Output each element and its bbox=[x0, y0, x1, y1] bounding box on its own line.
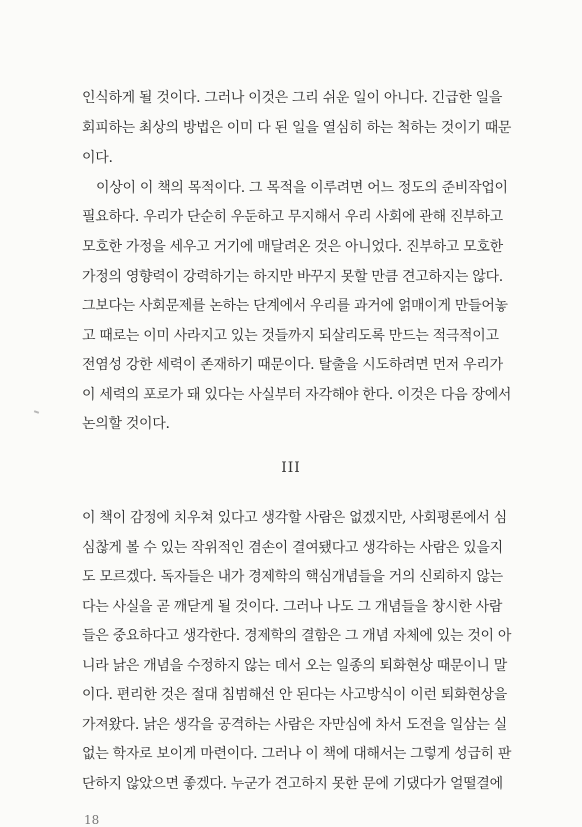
body-text-line: 니라 낡은 개념을 수정하지 않는 데서 오는 일종의 퇴화현상 때문이니 말 bbox=[82, 658, 507, 674]
body-text-line: 그보다는 사회문제를 논하는 단계에서 우리를 과거에 얽매이게 만들어놓 bbox=[82, 298, 508, 314]
body-text-line: 도 모르겠다. 독자들은 내가 경제학의 핵심개념들을 거의 신뢰하지 않는 bbox=[82, 569, 503, 585]
body-text-line: 단하지 않았으면 좋겠다. 누군가 견고하지 못한 문에 기댔다가 얼떨결에 bbox=[82, 776, 503, 792]
body-text-line: 필요하다. 우리가 단순히 우둔하고 무지해서 우리 사회에 관해 진부하고 bbox=[82, 209, 503, 225]
body-text-line: 가정의 영향력이 강력하기는 하지만 바꾸지 못할 만큼 견고하지는 않다. bbox=[82, 269, 503, 285]
body-text-line: 회피하는 최상의 방법은 이미 다 된 일을 열심히 하는 척하는 것이기 때문 bbox=[82, 120, 512, 136]
section-number: III bbox=[281, 460, 301, 476]
body-text-line: 이다. bbox=[82, 150, 113, 166]
body-text-line: 이다. 편리한 것은 절대 침범해선 안 된다는 사고방식이 이런 퇴화현상을 bbox=[82, 687, 507, 703]
body-text-line: 고 때로는 이미 사라지고 있는 것들까지 되살리도록 만드는 적극적이고 bbox=[82, 328, 499, 344]
body-text-line: 가져왔다. 낡은 생각을 공격하는 사람은 자만심에 차서 도전을 일삼는 실 bbox=[82, 717, 507, 733]
body-text-line: 이 세력의 포로가 돼 있다는 사실부터 자각해야 한다. 이것은 다음 장에서 bbox=[82, 387, 512, 403]
body-text-line: 전염성 강한 세력이 존재하기 때문이다. 탈출을 시도하려면 먼저 우리가 bbox=[82, 357, 503, 373]
body-text-line: 이 책이 감정에 치우쳐 있다고 생각할 사람은 없겠지만, 사회평론에서 심 bbox=[82, 510, 507, 526]
body-text-line: 이상이 이 책의 목적이다. 그 목적을 이루려면 어느 정도의 준비작업이 bbox=[96, 180, 508, 196]
body-text-line: 다는 사실을 곧 깨닫게 될 것이다. 그러나 나도 그 개념들을 창시한 사람 bbox=[82, 599, 503, 615]
page-number: 18 bbox=[84, 813, 100, 827]
body-text-line: 인식하게 될 것이다. 그러나 이것은 그리 쉬운 일이 아니다. 긴급한 일을 bbox=[82, 90, 503, 106]
body-text-line: 들은 중요하다고 생각한다. 경제학의 결함은 그 개념 자체에 있는 것이 아 bbox=[82, 628, 512, 644]
body-text-line: 없는 학자로 보이게 마련이다. 그러나 이 책에 대해서는 그렇게 성급히 판 bbox=[82, 746, 512, 762]
body-text-line: 논의할 것이다. bbox=[82, 416, 170, 432]
body-text-line: 심찮게 볼 수 있는 작위적인 겸손이 결여됐다고 생각하는 사람은 있을지 bbox=[82, 540, 503, 556]
scan-speck bbox=[34, 410, 39, 414]
body-text-line: 모호한 가정을 세우고 거기에 매달려온 것은 아니었다. 진부하고 모호한 bbox=[82, 239, 503, 255]
